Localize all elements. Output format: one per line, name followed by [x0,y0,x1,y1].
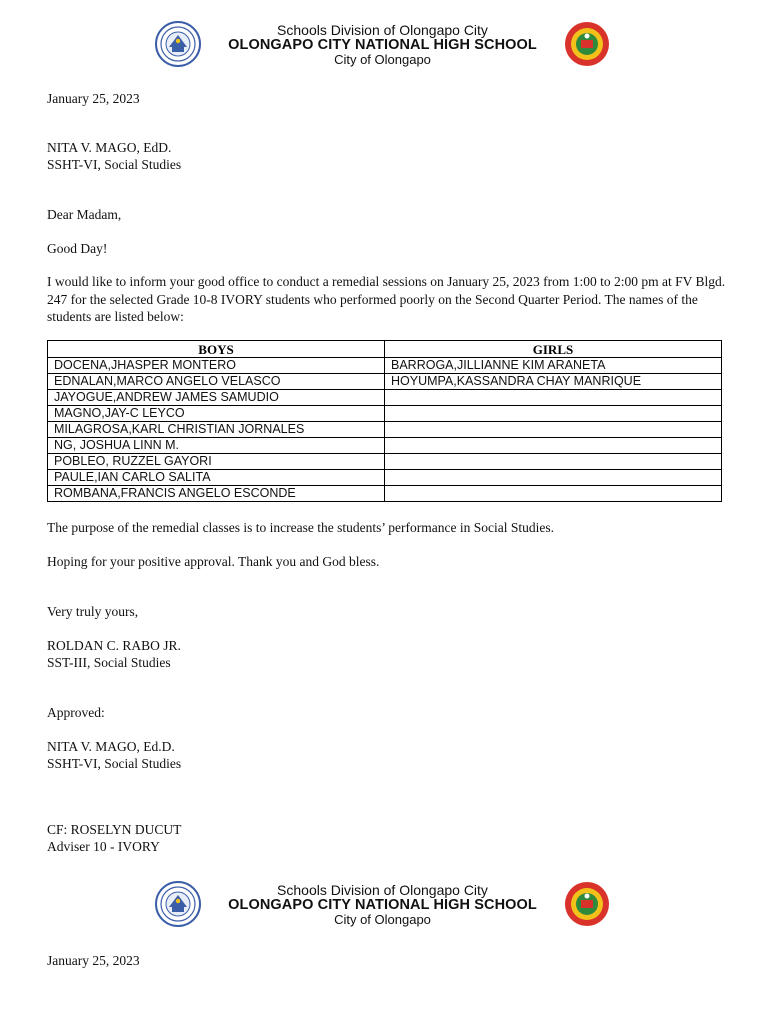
boy-cell: PAULE,IAN CARLO SALITA [48,470,385,486]
student-table [47,340,722,502]
division-name: Schools Division of Olongapo City [277,22,488,38]
table-row [48,358,722,374]
table-row [48,422,722,438]
table-row [48,470,722,486]
city-name: City of Olongapo [334,911,431,927]
girl-cell: HOYUMPA,KASSANDRA CHAY MANRIQUE [385,374,722,390]
boy-cell: ROMBANA,FRANCIS ANGELO ESCONDE [48,486,385,502]
deped-seal-icon [155,21,201,67]
table-row [48,374,722,390]
hoping-text: Hoping for your positive approval. Thank you and God bless. [47,554,380,569]
boy-cell: JAYOGUE,ANDREW JAMES SAMUDIO [48,390,385,406]
recipient-name: NITA V. MAGO, EdD. [47,140,172,155]
approved-label: Approved: [47,705,105,720]
girl-cell [385,422,722,438]
girl-cell [385,438,722,454]
city-name: City of Olongapo [334,51,431,67]
recipient-title: SSHT-VI, Social Studies [47,157,182,172]
boy-cell: MILAGROSA,KARL CHRISTIAN JORNALES [48,422,385,438]
boy-cell: MAGNO,JAY-C LEYCO [48,406,385,422]
closing: Very truly yours, [47,604,139,619]
girl-cell [385,486,722,502]
deped-seal-icon [155,881,201,927]
division-name: Schools Division of Olongapo City [277,882,488,898]
school-seal-icon [564,21,610,67]
girl-cell [385,454,722,470]
boy-cell: DOCENA,JHASPER MONTERO [48,358,385,374]
table-row [48,438,722,454]
school-name: OLONGAPO CITY NATIONAL HIGH SCHOOL [228,36,537,53]
girl-cell: BARROGA,JILLIANNE KIM ARANETA [385,358,722,374]
letter-date-second: January 25, 2023 [47,953,140,968]
girl-cell [385,406,722,422]
letterhead [155,21,610,69]
boys-header: BOYS [48,341,385,358]
table-row [48,486,722,502]
boy-cell: NG, JOSHUA LINN M. [48,438,385,454]
school-name: OLONGAPO CITY NATIONAL HIGH SCHOOL [228,896,537,913]
adviser-line: Adviser 10 - IVORY [47,839,160,854]
purpose-text: The purpose of the remedial classes is to increase the students’ performance in Social Studies. [47,520,554,535]
table-row [48,406,722,422]
greeting: Good Day! [47,241,108,256]
body-paragraph: I would like to inform your good office to conduct a remedial sessions on January 25, 2023 from 1:00 to 2:00 pm at FV Blgd. 247 for the selected Grade 10-8 IVORY students who performed poorly on the Second Quarter Period. The names of the students are listed below: [47,274,726,324]
approver-title: SSHT-VI, Social Studies [47,756,182,771]
sender-title: SST-III, Social Studies [47,655,171,670]
salutation: Dear Madam, [47,207,122,222]
table-header-row [48,341,722,358]
table-row [48,454,722,470]
boy-cell: POBLEO, RUZZEL GAYORI [48,454,385,470]
letter-date: January 25, 2023 [47,91,140,106]
girl-cell [385,470,722,486]
table-row [48,390,722,406]
approver-name: NITA V. MAGO, Ed.D. [47,739,175,754]
letterhead-second [155,881,610,929]
girls-header: GIRLS [385,341,722,358]
cf-line: CF: ROSELYN DUCUT [47,822,182,837]
sender-name: ROLDAN C. RABO JR. [47,638,181,653]
girl-cell [385,390,722,406]
boy-cell: EDNALAN,MARCO ANGELO VELASCO [48,374,385,390]
school-seal-icon [564,881,610,927]
